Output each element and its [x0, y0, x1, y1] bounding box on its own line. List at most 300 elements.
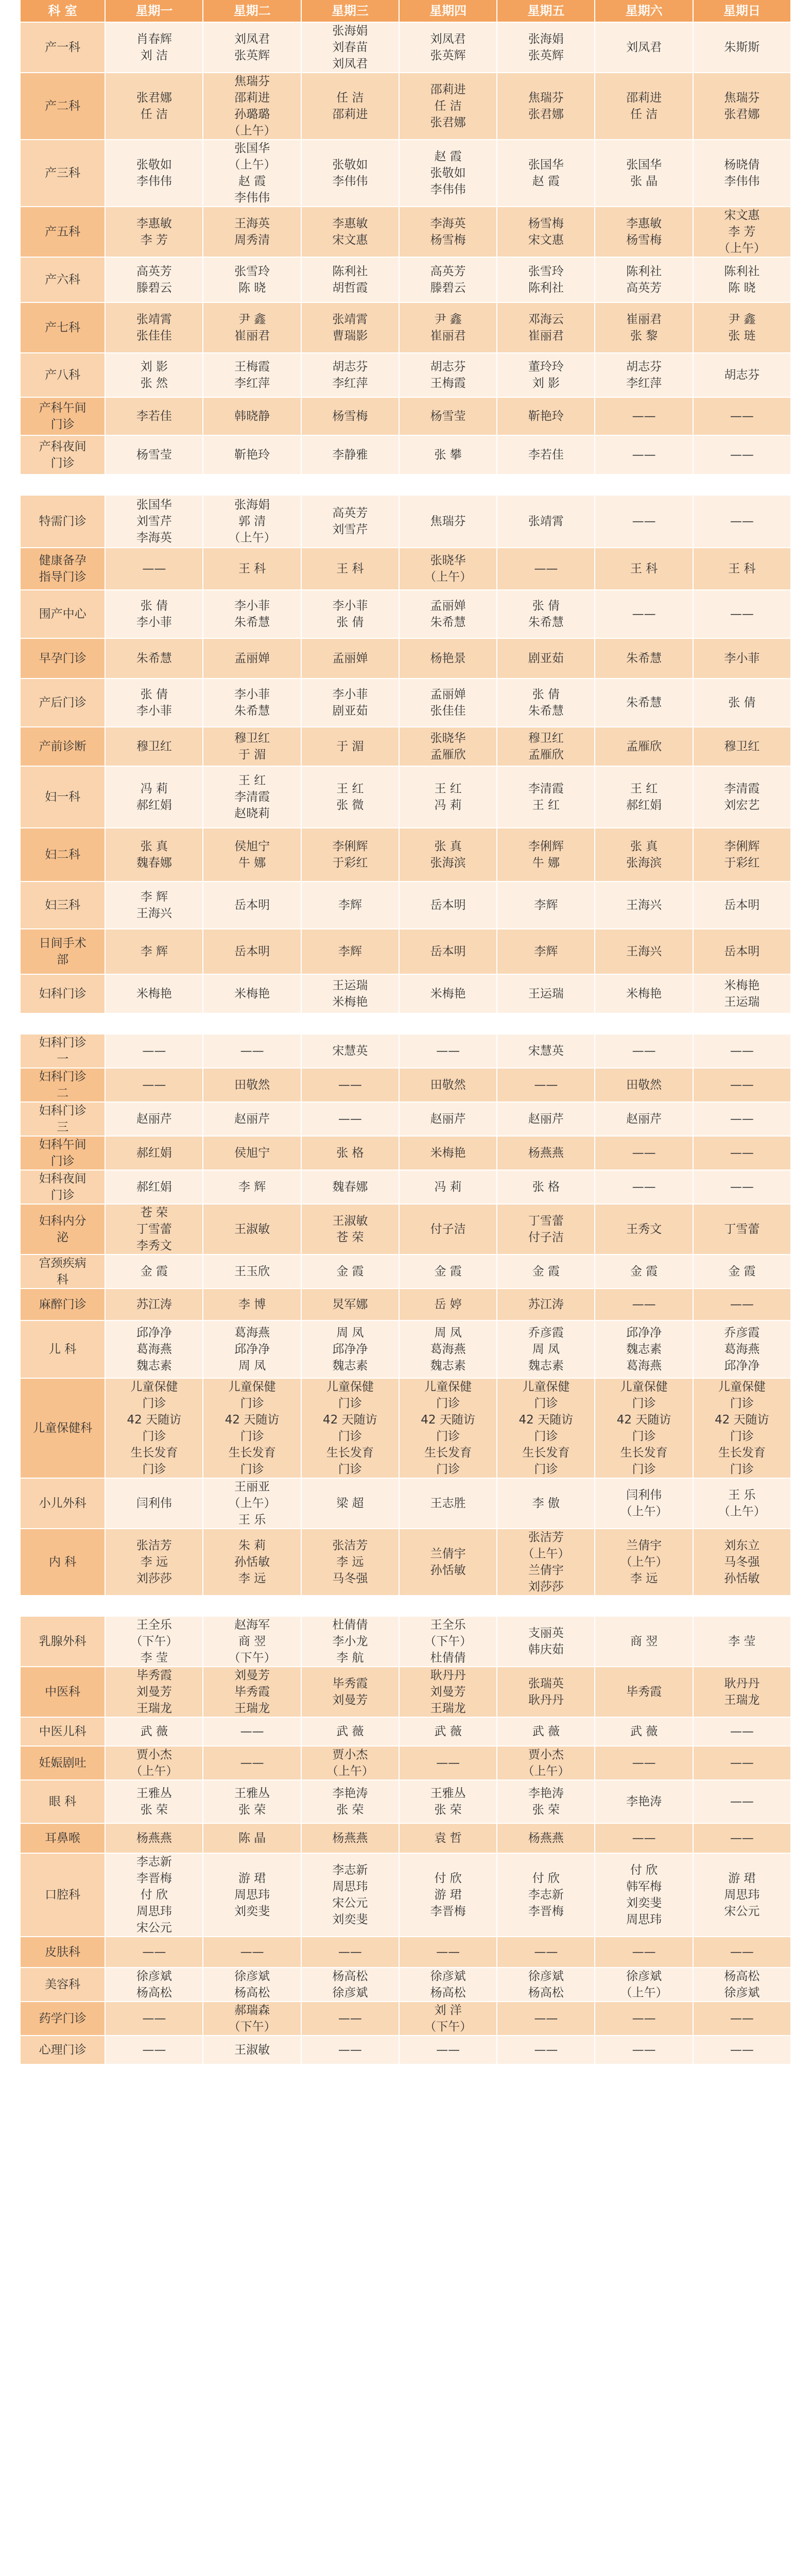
schedule-cell: 田敬然 — [595, 1069, 693, 1103]
schedule-cell: 武 薇 — [400, 1718, 497, 1747]
schedule-cell: 杨燕燕 — [497, 1824, 595, 1854]
header-day-wed: 星期三 — [302, 0, 400, 23]
schedule-cell: 李俐辉 牛 娜 — [497, 828, 595, 882]
schedule-cell: 刘曼芳 毕秀霞 王瑞龙 — [203, 1667, 301, 1718]
schedule-cell: 韩晓静 — [203, 398, 301, 436]
schedule-cell: 徐彦斌 杨高松 — [400, 1968, 497, 2002]
schedule-cell: —— — [595, 436, 693, 475]
schedule-cell: 刘凤君 张英辉 — [400, 23, 497, 73]
schedule-cell: 靳艳玲 — [203, 436, 301, 475]
table-row — [21, 1171, 791, 1205]
schedule-cell: 米梅艳 — [400, 975, 497, 1014]
schedule-cell: 孟丽婵 — [302, 639, 400, 679]
schedule-cell: 李若佳 — [497, 436, 595, 475]
schedule-cell: —— — [694, 398, 791, 436]
schedule-cell: 高英芳 刘雪芹 — [302, 496, 400, 548]
schedule-cell: 苏江涛 — [497, 1289, 595, 1321]
schedule-cell: 杨燕燕 — [497, 1137, 595, 1171]
schedule-cell: 王淑敏 — [203, 1205, 301, 1255]
schedule-cell: 杨雪梅 宋文惠 — [497, 207, 595, 258]
schedule-cell: 李海英 杨雪梅 — [400, 207, 497, 258]
table-row — [21, 727, 791, 767]
schedule-cell: —— — [694, 496, 791, 548]
schedule-cell: 杜倩倩 李小龙 李 航 — [302, 1617, 400, 1667]
schedule-cell: 冯 莉 郝红娟 — [106, 767, 203, 828]
schedule-cell: 张靖霄 — [497, 496, 595, 548]
schedule-cell: 岳本明 — [203, 882, 301, 929]
schedule-cell: —— — [400, 1035, 497, 1069]
schedule-cell: 岳本明 — [694, 929, 791, 975]
schedule-cell: 尹 鑫 崔丽君 — [400, 303, 497, 353]
department-cell: 产六科 — [21, 258, 106, 303]
table-row — [21, 1747, 791, 1781]
schedule-cell: 肖春辉 刘 洁 — [106, 23, 203, 73]
schedule-cell: 朱斯斯 — [694, 23, 791, 73]
schedule-cell: 张国华 张 晶 — [595, 140, 693, 207]
schedule-cell: 王雅丛 张 荣 — [106, 1781, 203, 1824]
schedule-cell: 游 珺 周思玮 宋公元 — [694, 1854, 791, 1937]
schedule-cell: 梁 超 — [302, 1479, 400, 1529]
schedule-cell: 高英芳 滕碧云 — [400, 258, 497, 303]
schedule-cell: 金 霞 — [497, 1255, 595, 1289]
department-cell: 妇科门诊 三 — [21, 1103, 106, 1137]
schedule-cell: 刘凤君 — [595, 23, 693, 73]
header-day-sat: 星期六 — [595, 0, 693, 23]
header-day-fri: 星期五 — [497, 0, 595, 23]
schedule-cell: 张 格 — [302, 1137, 400, 1171]
schedule-cell: 李辉 — [302, 882, 400, 929]
schedule-cell: 张敬如 李伟伟 — [302, 140, 400, 207]
schedule-cell: —— — [595, 2002, 693, 2036]
schedule-cell: 王海英 周秀清 — [203, 207, 301, 258]
schedule-cell: —— — [302, 1937, 400, 1968]
schedule-cell: 商 翌 — [595, 1617, 693, 1667]
table-row — [21, 1617, 791, 1667]
schedule-cell: 米梅艳 — [400, 1137, 497, 1171]
schedule-cell: 徐彦斌 （上午） — [595, 1968, 693, 2002]
schedule-cell: 金 霞 — [400, 1255, 497, 1289]
schedule-cell: 李静雅 — [302, 436, 400, 475]
schedule-cell: 王玉欣 — [203, 1255, 301, 1289]
schedule-cell: 张 真 张海滨 — [595, 828, 693, 882]
schedule-cell: 儿童保健 门诊 42 天随访 门诊 生长发育 门诊 — [400, 1379, 497, 1479]
schedule-cell: 张 倩 李小菲 — [106, 679, 203, 727]
schedule-cell: 张 倩 李小菲 — [106, 590, 203, 639]
schedule-cell: —— — [106, 2036, 203, 2065]
table-row — [21, 639, 791, 679]
schedule-cell: —— — [497, 1069, 595, 1103]
schedule-cell: 王 科 — [595, 548, 693, 590]
schedule-cell: 胡志芬 李红萍 — [302, 353, 400, 398]
department-cell: 产科午间 门诊 — [21, 398, 106, 436]
table-row — [21, 1205, 791, 1255]
schedule-cell: 陈利社 胡哲霞 — [302, 258, 400, 303]
table-row — [21, 353, 791, 398]
schedule-cell: 丁雪蕾 付子洁 — [497, 1205, 595, 1255]
schedule-cell: 朱希慧 — [595, 639, 693, 679]
department-cell: 产前诊断 — [21, 727, 106, 767]
schedule-cell: 米梅艳 — [595, 975, 693, 1014]
schedule-cell: 武 薇 — [497, 1718, 595, 1747]
schedule-cell: —— — [694, 1069, 791, 1103]
schedule-cell: 田敬然 — [203, 1069, 301, 1103]
schedule-cell: —— — [595, 1289, 693, 1321]
schedule-cell: 金 霞 — [694, 1255, 791, 1289]
schedule-cell: —— — [595, 590, 693, 639]
schedule-cell: —— — [595, 1937, 693, 1968]
schedule-cell: 米梅艳 — [106, 975, 203, 1014]
table-row — [21, 767, 791, 828]
schedule-cell: —— — [106, 2002, 203, 2036]
schedule-cell: 孟雁欣 — [595, 727, 693, 767]
schedule-cell: —— — [694, 1035, 791, 1069]
schedule-cell: 李辉 — [497, 882, 595, 929]
schedule-cell: 张敬如 李伟伟 — [106, 140, 203, 207]
schedule-cell: —— — [497, 2002, 595, 2036]
schedule-cell: 葛海燕 邱净净 周 凤 — [203, 1321, 301, 1379]
schedule-cell: 李清霞 王 红 — [497, 767, 595, 828]
schedule-cell: 焦瑞芬 — [400, 496, 497, 548]
schedule-cell: 武 薇 — [595, 1718, 693, 1747]
schedule-cell: 王 红 冯 莉 — [400, 767, 497, 828]
schedule-cell: 剧亚茹 — [497, 639, 595, 679]
schedule-cell: 儿童保健 门诊 42 天随访 门诊 生长发育 门诊 — [106, 1379, 203, 1479]
schedule-cell: 朱 莉 孙恬敏 李 远 — [203, 1529, 301, 1596]
schedule-cell: 邵莉进 任 洁 — [595, 73, 693, 140]
schedule-cell: 丁雪蕾 — [694, 1205, 791, 1255]
schedule-cell: 胡志芬 李红萍 — [595, 353, 693, 398]
department-cell: 产后门诊 — [21, 679, 106, 727]
schedule-cell: 张 真 魏春娜 — [106, 828, 203, 882]
schedule-cell: 毕秀霞 — [595, 1667, 693, 1718]
schedule-cell: 王运瑞 米梅艳 — [302, 975, 400, 1014]
schedule-cell: —— — [595, 1137, 693, 1171]
section-gap — [21, 1596, 791, 1617]
schedule-cell: 岳本明 — [400, 929, 497, 975]
schedule-cell: —— — [400, 2036, 497, 2065]
schedule-cell: 朱希慧 — [106, 639, 203, 679]
schedule-cell: 赵丽芹 — [595, 1103, 693, 1137]
schedule-cell: 李小菲 剧亚茹 — [302, 679, 400, 727]
department-cell: 产一科 — [21, 23, 106, 73]
schedule-cell: 孟丽婵 张佳佳 — [400, 679, 497, 727]
schedule-cell: —— — [302, 2002, 400, 2036]
schedule-cell: 兰倩宇 孙恬敏 — [400, 1529, 497, 1596]
schedule-cell: —— — [203, 1747, 301, 1781]
schedule-cell: 穆卫红 于 湄 — [203, 727, 301, 767]
schedule-cell: 李惠敏 杨雪梅 — [595, 207, 693, 258]
schedule-cell: 张 攀 — [400, 436, 497, 475]
schedule-cell: 张洁芳 李 远 马冬强 — [302, 1529, 400, 1596]
schedule-cell: 赵丽芹 — [497, 1103, 595, 1137]
table-row — [21, 2002, 791, 2036]
table-row — [21, 975, 791, 1014]
schedule-cell: 张君娜 任 洁 — [106, 73, 203, 140]
schedule-cell: 李 莹 — [694, 1617, 791, 1667]
schedule-cell: 王 科 — [694, 548, 791, 590]
schedule-cell: —— — [302, 2036, 400, 2065]
table-row — [21, 1035, 791, 1069]
schedule-cell: 张洁芳 （上午） 兰倩宇 刘莎莎 — [497, 1529, 595, 1596]
schedule-cell: 支丽英 韩庆茹 — [497, 1617, 595, 1667]
schedule-cell: 金 霞 — [106, 1255, 203, 1289]
duty-schedule-table — [21, 0, 791, 2065]
schedule-cell: 张国华 （上午） 赵 霞 李伟伟 — [203, 140, 301, 207]
schedule-cell: 岳 婷 — [400, 1289, 497, 1321]
schedule-cell: —— — [595, 398, 693, 436]
schedule-cell: 杨燕燕 — [106, 1824, 203, 1854]
schedule-cell: 张 倩 朱希慧 — [497, 590, 595, 639]
table-row — [21, 1289, 791, 1321]
schedule-cell: 尹 鑫 张 琏 — [694, 303, 791, 353]
schedule-cell: 武 薇 — [302, 1718, 400, 1747]
schedule-cell: 刘凤君 张英辉 — [203, 23, 301, 73]
schedule-cell: 王全乐 （下午） 李 莹 — [106, 1617, 203, 1667]
table-row — [21, 1667, 791, 1718]
schedule-cell: —— — [595, 2036, 693, 2065]
department-cell: 宫颈疾病 科 — [21, 1255, 106, 1289]
schedule-cell: —— — [694, 1824, 791, 1854]
schedule-cell: 李惠敏 宋文惠 — [302, 207, 400, 258]
schedule-cell: 王 乐 （上午） — [694, 1479, 791, 1529]
schedule-cell: 穆卫红 — [106, 727, 203, 767]
schedule-cell: 金 霞 — [302, 1255, 400, 1289]
schedule-cell: 儿童保健 门诊 42 天随访 门诊 生长发育 门诊 — [595, 1379, 693, 1479]
schedule-cell: 李 辉 — [106, 929, 203, 975]
schedule-cell: —— — [694, 1718, 791, 1747]
header-day-mon: 星期一 — [106, 0, 203, 23]
schedule-cell: 闫利伟 — [106, 1479, 203, 1529]
schedule-cell: 赵 霞 张敬如 李伟伟 — [400, 140, 497, 207]
schedule-cell: 张海娟 张英辉 — [497, 23, 595, 73]
schedule-cell: 张 倩 朱希慧 — [497, 679, 595, 727]
department-cell: 小儿外科 — [21, 1479, 106, 1529]
schedule-cell: 杨晓倩 李伟伟 — [694, 140, 791, 207]
schedule-cell: 李志新 周思玮 宋公元 刘奕斐 — [302, 1854, 400, 1937]
schedule-cell: —— — [106, 1069, 203, 1103]
schedule-cell: 尹 鑫 崔丽君 — [203, 303, 301, 353]
department-cell: 中医科 — [21, 1667, 106, 1718]
department-cell: 儿童保健科 — [21, 1379, 106, 1479]
department-cell: 药学门诊 — [21, 2002, 106, 2036]
table-row — [21, 73, 791, 140]
table-row — [21, 590, 791, 639]
schedule-cell: 袁 哲 — [400, 1824, 497, 1854]
department-cell: 妇科内分 泌 — [21, 1205, 106, 1255]
table-row — [21, 1379, 791, 1479]
section-gap-cell — [21, 475, 791, 496]
table-row — [21, 1255, 791, 1289]
schedule-cell: 米梅艳 王运瑞 — [694, 975, 791, 1014]
department-cell: 日间手术 部 — [21, 929, 106, 975]
schedule-cell: 杨雪莹 — [400, 398, 497, 436]
schedule-cell: —— — [400, 1937, 497, 1968]
table-row — [21, 496, 791, 548]
schedule-cell: 张晓华 （上午） — [400, 548, 497, 590]
schedule-cell: —— — [302, 1103, 400, 1137]
schedule-cell: 贾小杰 （上午） — [497, 1747, 595, 1781]
schedule-cell: 杨艳景 — [400, 639, 497, 679]
table-row — [21, 1781, 791, 1824]
schedule-cell: 穆卫红 — [694, 727, 791, 767]
schedule-cell: 乔彦霞 葛海燕 邱净净 — [694, 1321, 791, 1379]
schedule-cell: 岳本明 — [400, 882, 497, 929]
schedule-cell: 邵莉进 任 洁 张君娜 — [400, 73, 497, 140]
schedule-cell: 宋文惠 李 芳 （上午） — [694, 207, 791, 258]
schedule-cell: —— — [694, 2036, 791, 2065]
schedule-cell: 张雪玲 陈利社 — [497, 258, 595, 303]
schedule-cell: 王雅丛 张 荣 — [203, 1781, 301, 1824]
schedule-cell: 田敬然 — [400, 1069, 497, 1103]
schedule-cell: 靳艳玲 — [497, 398, 595, 436]
department-cell: 眼 科 — [21, 1781, 106, 1824]
schedule-cell: 杨高松 徐彦斌 — [302, 1968, 400, 2002]
section-gap — [21, 1014, 791, 1035]
schedule-cell: 李艳涛 张 荣 — [497, 1781, 595, 1824]
department-cell: 产科夜间 门诊 — [21, 436, 106, 475]
schedule-cell: 赵丽芹 — [203, 1103, 301, 1137]
table-row — [21, 1137, 791, 1171]
schedule-cell: 王全乐 （下午） 杜倩倩 — [400, 1617, 497, 1667]
schedule-cell: 陈利社 陈 晓 — [694, 258, 791, 303]
department-cell: 乳腺外科 — [21, 1617, 106, 1667]
schedule-cell: 孟丽婵 — [203, 639, 301, 679]
department-cell: 特需门诊 — [21, 496, 106, 548]
schedule-cell: —— — [694, 436, 791, 475]
schedule-cell: 王海兴 — [595, 929, 693, 975]
schedule-cell: 付 欣 游 珺 李晋梅 — [400, 1854, 497, 1937]
department-cell: 内 科 — [21, 1529, 106, 1596]
schedule-cell: 王丽亚 （上午） 王 乐 — [203, 1479, 301, 1529]
schedule-cell: 董玲玲 刘 影 — [497, 353, 595, 398]
schedule-cell: 朱希慧 — [595, 679, 693, 727]
schedule-cell: 李 辉 — [203, 1171, 301, 1205]
schedule-cell: —— — [595, 1171, 693, 1205]
table-row — [21, 140, 791, 207]
schedule-cell: 杨高松 徐彦斌 — [694, 1968, 791, 2002]
department-cell: 妇一科 — [21, 767, 106, 828]
schedule-cell: 王淑敏 — [203, 2036, 301, 2065]
schedule-cell: 郝瑞森 （下午） — [203, 2002, 301, 2036]
schedule-cell: 胡志芬 — [694, 353, 791, 398]
table-row — [21, 1069, 791, 1103]
schedule-cell: 张瑞英 耿丹丹 — [497, 1667, 595, 1718]
schedule-cell: 李辉 — [497, 929, 595, 975]
schedule-cell: 张 真 张海滨 — [400, 828, 497, 882]
schedule-cell: 儿童保健 门诊 42 天随访 门诊 生长发育 门诊 — [694, 1379, 791, 1479]
schedule-cell: 耿丹丹 王瑞龙 — [694, 1667, 791, 1718]
department-cell: 口腔科 — [21, 1854, 106, 1937]
schedule-cell: 宋慧英 — [302, 1035, 400, 1069]
schedule-cell: 邱净净 葛海燕 魏志素 — [106, 1321, 203, 1379]
table-row — [21, 1968, 791, 2002]
schedule-cell: 张雪玲 陈 晓 — [203, 258, 301, 303]
schedule-cell: 高英芳 滕碧云 — [106, 258, 203, 303]
schedule-cell: 李小菲 张 倩 — [302, 590, 400, 639]
schedule-cell: 李 博 — [203, 1289, 301, 1321]
schedule-cell: 杨雪梅 — [302, 398, 400, 436]
schedule-cell: 苏江涛 — [106, 1289, 203, 1321]
schedule-cell: 儿童保健 门诊 42 天随访 门诊 生长发育 门诊 — [203, 1379, 301, 1479]
schedule-cell: 李志新 李晋梅 付 欣 周思玮 宋公元 — [106, 1854, 203, 1937]
schedule-cell: 徐彦斌 杨高松 — [106, 1968, 203, 2002]
schedule-cell: 米梅艳 — [203, 975, 301, 1014]
header-row — [21, 0, 791, 23]
schedule-cell: 徐彦斌 杨高松 — [497, 1968, 595, 2002]
schedule-cell: 周 凤 邱净净 魏志素 — [302, 1321, 400, 1379]
schedule-cell: 孟丽婵 朱希慧 — [400, 590, 497, 639]
schedule-cell: 王 科 — [203, 548, 301, 590]
schedule-cell: 邱净净 魏志素 葛海燕 — [595, 1321, 693, 1379]
schedule-cell: 炅军娜 — [302, 1289, 400, 1321]
schedule-cell: 张靖霄 曹瑞影 — [302, 303, 400, 353]
schedule-cell: 王 红 李清霞 赵晓莉 — [203, 767, 301, 828]
schedule-cell: —— — [694, 1171, 791, 1205]
schedule-cell: 焦瑞芬 张君娜 — [694, 73, 791, 140]
schedule-cell: 李若佳 — [106, 398, 203, 436]
department-cell: 耳鼻喉 — [21, 1824, 106, 1854]
schedule-cell: —— — [694, 2002, 791, 2036]
table-row — [21, 548, 791, 590]
table-row — [21, 882, 791, 929]
schedule-cell: 刘 影 张 然 — [106, 353, 203, 398]
schedule-cell: —— — [694, 1103, 791, 1137]
department-cell: 皮肤科 — [21, 1937, 106, 1968]
schedule-cell: 王淑敏 苍 荣 — [302, 1205, 400, 1255]
department-cell: 围产中心 — [21, 590, 106, 639]
schedule-cell: 陈利社 高英芳 — [595, 258, 693, 303]
table-row — [21, 929, 791, 975]
schedule-cell: 王秀文 — [595, 1205, 693, 1255]
schedule-cell: 儿童保健 门诊 42 天随访 门诊 生长发育 门诊 — [497, 1379, 595, 1479]
department-cell: 妇科夜间 门诊 — [21, 1171, 106, 1205]
table-row — [21, 258, 791, 303]
schedule-cell: 李艳涛 张 荣 — [302, 1781, 400, 1824]
schedule-cell: 陈 晶 — [203, 1824, 301, 1854]
schedule-cell: 胡志芬 王梅霞 — [400, 353, 497, 398]
schedule-cell: —— — [497, 548, 595, 590]
schedule-cell: 张海娟 郭 清 （上午） — [203, 496, 301, 548]
schedule-cell: 游 珺 周思玮 刘奕斐 — [203, 1854, 301, 1937]
department-cell: 健康备孕 指导门诊 — [21, 548, 106, 590]
schedule-cell: —— — [106, 1035, 203, 1069]
department-cell: 妊娠剧吐 — [21, 1747, 106, 1781]
schedule-cell: 郝红娟 — [106, 1137, 203, 1171]
schedule-cell: 赵海军 商 翌 （下午） — [203, 1617, 301, 1667]
schedule-cell: 张 倩 — [694, 679, 791, 727]
table-row — [21, 1718, 791, 1747]
department-cell: 妇二科 — [21, 828, 106, 882]
schedule-cell: 焦瑞芬 邵莉进 孙璐璐 （上午） — [203, 73, 301, 140]
department-cell: 中医儿科 — [21, 1718, 106, 1747]
department-cell: 早孕门诊 — [21, 639, 106, 679]
section-gap-cell — [21, 1014, 791, 1035]
schedule-cell: —— — [302, 1069, 400, 1103]
schedule-cell: 郝红娟 — [106, 1171, 203, 1205]
schedule-cell: 杨燕燕 — [302, 1824, 400, 1854]
schedule-cell: 李小菲 朱希慧 — [203, 590, 301, 639]
department-cell: 妇三科 — [21, 882, 106, 929]
department-cell: 妇科午间 门诊 — [21, 1137, 106, 1171]
table-row — [21, 398, 791, 436]
table-row — [21, 1854, 791, 1937]
schedule-cell: 李 辉 王海兴 — [106, 882, 203, 929]
header-day-thu: 星期四 — [400, 0, 497, 23]
schedule-cell: —— — [106, 1937, 203, 1968]
schedule-cell: —— — [203, 1718, 301, 1747]
header-day-tue: 星期二 — [203, 0, 301, 23]
schedule-cell: 冯 莉 — [400, 1171, 497, 1205]
